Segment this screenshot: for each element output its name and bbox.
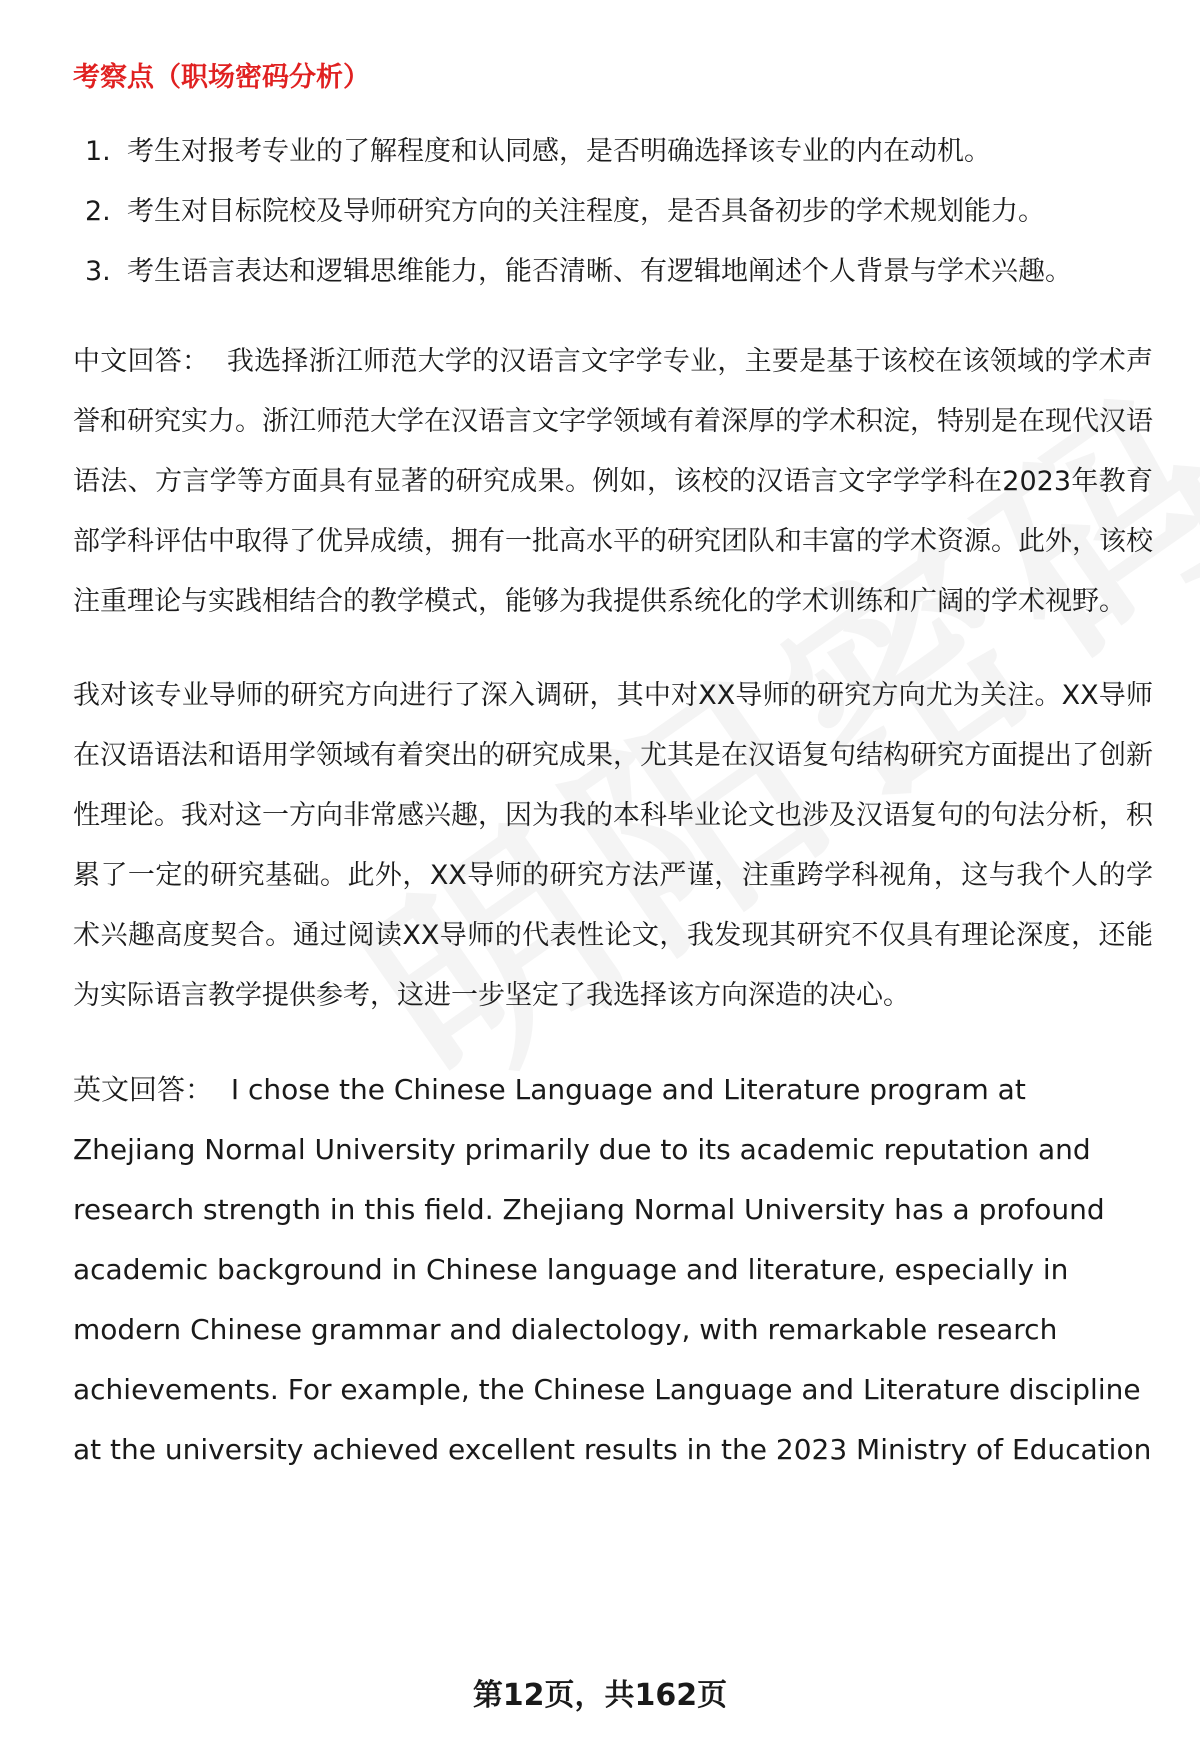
chinese-answer-paragraph-2 [73,666,1153,1026]
chinese-answer-text-2: 我对该专业导师的研究方向进行了深入调研，其中对XX导师的研究方向尤为关注。XX导师在汉语语法和语用学领域有着突出的研究成果，尤其是在汉语复句结构研究方面提出了创新性理论。我对这一方向非常感兴趣，因为我的本科毕业论文也涉及汉语复句的句法分析，积累了一定的研究基础。此外，XX导师的研究方法严谨，注重跨学科视角，这与我个人的学术兴趣高度契合。通过阅读XX导师的代表性论文，我发现其研究不仅具有理论深度，还能为实际语言教学提供参考，这进一步坚定了我选择该方向深造的决心。 [73,680,1153,1011]
chinese-answer-paragraph-1 [73,332,1153,632]
list-item [73,182,1153,242]
list-item [73,122,1153,182]
chinese-answer-text-1: 我选择浙江师范大学的汉语言文字学专业，主要是基于该校在该领域的学术声誉和研究实力。浙江师范大学在汉语言文字学领域有着深厚的学术积淀，特别是在现代汉语语法、方言学等方面具有显著的研究成果。例如，该校的汉语言文字学学科在2023年教育部学科评估中取得了优异成绩，拥有一批高水平的研究团队和丰富的学术资源。此外，该校注重理论与实践相结合的教学模式，能够为我提供系统化的学术训练和广阔的学术视野。 [73,346,1154,617]
section-title: 考察点（职场密码分析） [73,62,370,93]
list-item-text: 考生对目标院校及导师研究方向的关注程度，是否具备初步的学术规划能力。 [127,196,1045,227]
list-item-number: 2. [85,196,111,227]
list-item-number: 3. [85,256,111,287]
english-answer-paragraph [73,1060,1153,1480]
chinese-answer-label: 中文回答： [73,346,210,377]
assessment-points-list [73,122,1153,302]
list-item-number: 1. [85,136,111,167]
page-content [73,58,1153,1480]
list-item [73,242,1153,302]
list-item-text: 考生对报考专业的了解程度和认同感，是否明确选择该专业的内在动机。 [127,136,991,167]
list-item-text: 考生语言表达和逻辑思维能力，能否清晰、有逻辑地阐述个人背景与学术兴趣。 [127,256,1072,287]
english-answer-text: I chose the Chinese Language and Literature program at Zhejiang Normal University primarily due to its academic reputation and research strength in this field. Zhejiang Normal University has a profound academic background in Chinese language and literature, especially in modern Chinese grammar and dialectology, with remarkable research achievements. For example, the Chinese Language and Literature discipline at the university achieved excellent results in the 2023 Ministry of Education [73,1073,1152,1466]
page-number-footer: 第12页，共162页 [472,1678,728,1713]
english-answer-label: 英文回答： [73,1073,214,1106]
